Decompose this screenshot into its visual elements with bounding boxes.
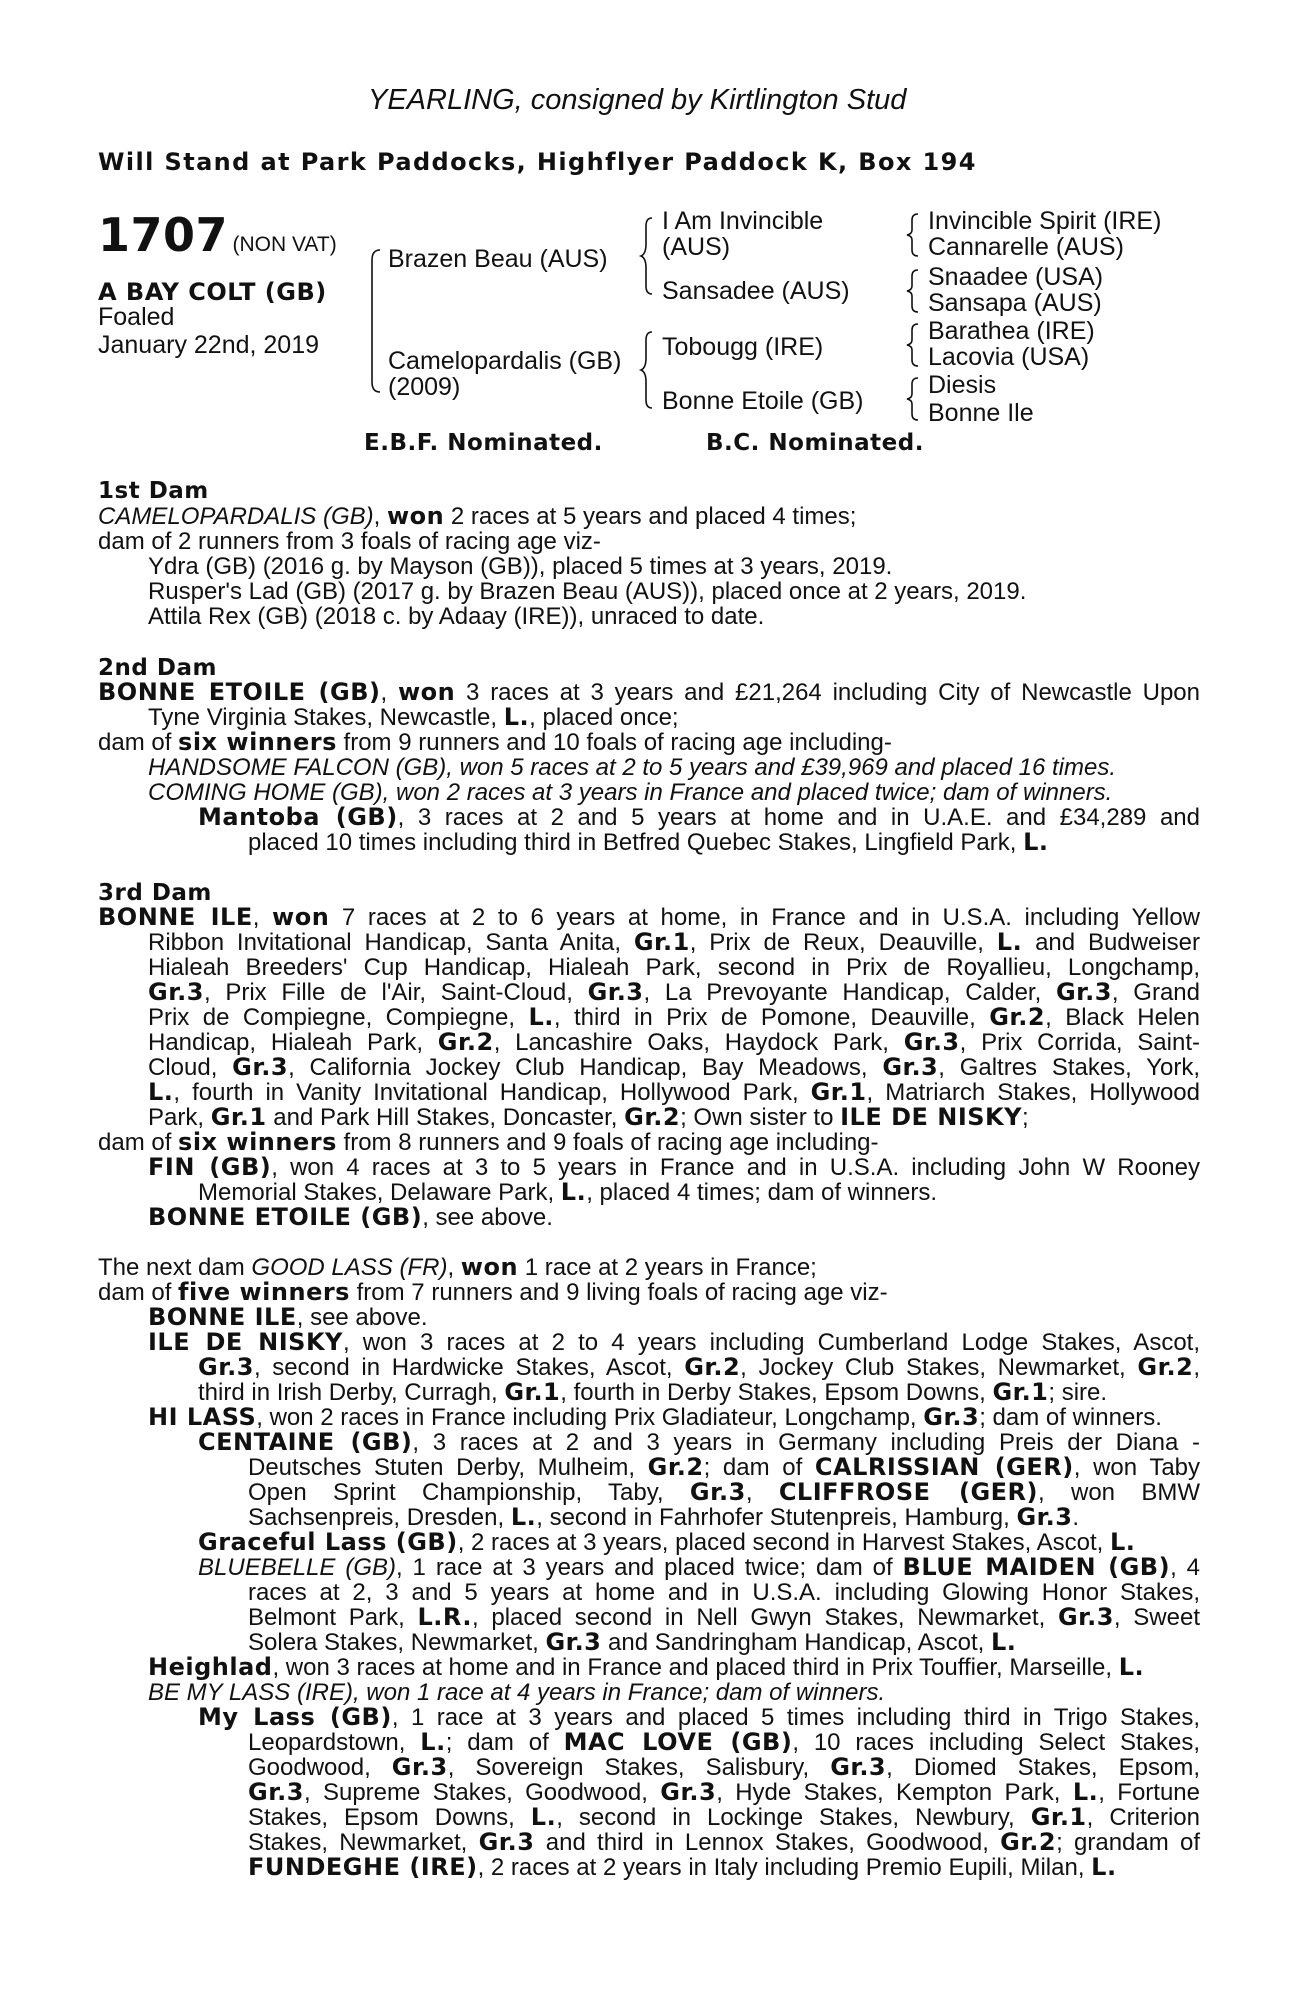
sd-dam: Sansapa (AUS) bbox=[928, 289, 1102, 317]
text: , 2 races at 3 years, placed second in Harvest Stakes, Ascot, bbox=[457, 1529, 1111, 1556]
grade: Gr.3 bbox=[232, 1053, 289, 1081]
pedigree-bracket-sd bbox=[906, 268, 920, 314]
next-dam-line-17 bbox=[148, 1655, 1144, 1680]
text: , Prix de Reux, Deauville, bbox=[689, 929, 997, 956]
second-dam-line-6 bbox=[198, 805, 1200, 830]
next-dam-line-11 bbox=[248, 1505, 1079, 1530]
next-dam-line-10 bbox=[248, 1480, 1200, 1505]
grade: Gr.2 bbox=[437, 1028, 494, 1056]
horse-name: Graceful Lass (GB) bbox=[198, 1528, 458, 1556]
next-dam-line-12 bbox=[198, 1530, 1135, 1555]
sire-sire: I Am Invincible bbox=[662, 207, 824, 235]
text: and Budweiser bbox=[1022, 929, 1201, 956]
text: dam of bbox=[98, 729, 179, 756]
text: , placed 4 times; dam of winners. bbox=[586, 1179, 938, 1206]
won-label: won bbox=[272, 903, 330, 931]
text: 2 races at 5 years and placed 4 times; bbox=[444, 503, 857, 530]
grade: Gr.1 bbox=[633, 928, 690, 956]
grade: Gr.3 bbox=[689, 1478, 746, 1506]
text: , won BMW bbox=[1038, 1479, 1200, 1506]
pedigree-bracket-main bbox=[368, 248, 382, 394]
text: , 2 races at 2 years in Italy including Premio Eupili, Milan, bbox=[477, 1854, 1092, 1881]
text: , Sovereign Stakes, Salisbury, bbox=[447, 1754, 831, 1781]
listed: L. bbox=[1023, 828, 1049, 856]
text: 7 races at 2 to 6 years at home, in France and in U.S.A. including Yellow bbox=[329, 904, 1200, 931]
grade: Gr.2 bbox=[624, 1103, 681, 1131]
sire-dam: Sansadee (AUS) bbox=[662, 277, 850, 305]
listed: L. bbox=[528, 1003, 554, 1031]
horse-name: BLUE MAIDEN (GB) bbox=[902, 1553, 1171, 1581]
grade: Gr.3 bbox=[1055, 978, 1112, 1006]
third-dam-heading: 3rd Dam bbox=[98, 880, 212, 906]
next-dam-line-1 bbox=[98, 1255, 817, 1280]
pedigree-bracket-dd bbox=[906, 376, 920, 422]
text: , placed second in Nell Gwyn Stakes, Newmarket, bbox=[471, 1604, 1058, 1631]
text: third in Irish Derby, Curragh, bbox=[198, 1379, 505, 1406]
next-dam-line-25 bbox=[248, 1855, 1117, 1880]
sd-sire: Snaadee (USA) bbox=[928, 263, 1104, 291]
next-dam-line-5 bbox=[198, 1355, 1200, 1380]
sire: Brazen Beau (AUS) bbox=[388, 245, 608, 273]
text: ; dam of bbox=[703, 1454, 815, 1481]
third-dam-line-11 bbox=[148, 1155, 1200, 1180]
second-dam-line-4: HANDSOME FALCON (GB), won 5 races at 2 to 5 years and £39,969 and placed 16 times. bbox=[148, 754, 1117, 781]
grade: Gr.3 bbox=[587, 978, 644, 1006]
third-dam-line-6 bbox=[148, 1030, 1200, 1055]
next-dam-line-8 bbox=[198, 1430, 1200, 1455]
next-dam-line-19 bbox=[198, 1705, 1200, 1730]
grade: Gr.2 bbox=[989, 1003, 1046, 1031]
next-dam-line-4 bbox=[148, 1330, 1200, 1355]
text: dam of bbox=[98, 1129, 179, 1156]
lot-number-value: 1707 bbox=[98, 208, 229, 262]
text: placed 10 times including third in Betfred Quebec Stakes, Lingfield Park, bbox=[248, 829, 1024, 856]
horse-name: BLUEBELLE (GB) bbox=[198, 1554, 396, 1581]
third-dam-line-1 bbox=[98, 905, 1200, 930]
next-dam-line-22 bbox=[248, 1780, 1200, 1805]
ds-sire: Barathea (IRE) bbox=[928, 317, 1095, 345]
dam-name: BONNE ETOILE (GB) bbox=[98, 678, 381, 706]
listed: L. bbox=[530, 1803, 557, 1831]
text: , fourth in Derby Stakes, Epsom Downs, bbox=[560, 1379, 993, 1406]
text: , 1 race at 3 years and placed 5 times including third in Trigo Stakes, bbox=[391, 1704, 1200, 1731]
grade: Gr.1 bbox=[504, 1378, 561, 1406]
third-dam-line-2 bbox=[148, 930, 1200, 955]
text: , 3 races at 2 and 3 years in Germany including Preis der Diana - bbox=[412, 1429, 1201, 1456]
grade: Gr.1 bbox=[1030, 1803, 1087, 1831]
text: , Matriarch Stakes, Hollywood bbox=[866, 1079, 1200, 1106]
dam-name: GOOD LASS (FR) bbox=[251, 1254, 448, 1281]
next-dam-line-7 bbox=[148, 1405, 1162, 1430]
text: from 9 runners and 10 foals of racing age including- bbox=[336, 729, 892, 756]
text: Solera Stakes, Newmarket, bbox=[248, 1629, 546, 1656]
sep: , bbox=[252, 904, 273, 931]
grade: Gr.1 bbox=[992, 1378, 1049, 1406]
text: , Grand bbox=[1111, 979, 1200, 1006]
horse-name: Mantoba (GB) bbox=[198, 803, 398, 831]
ss-dam: Cannarelle (AUS) bbox=[928, 233, 1124, 261]
text: , La Prevoyante Handicap, Calder, bbox=[643, 979, 1056, 1006]
text: , bbox=[1193, 1354, 1200, 1381]
text: , Prix Corrida, Saint- bbox=[959, 1029, 1200, 1056]
next-dam-line-15 bbox=[248, 1605, 1200, 1630]
text: , third in Prix de Pomone, Deauville, bbox=[553, 1004, 990, 1031]
text: Ribbon Invitational Handicap, Santa Anita, bbox=[148, 929, 634, 956]
second-dam-line-3 bbox=[98, 730, 892, 755]
text: Park, bbox=[148, 1104, 211, 1131]
ds-dam: Lacovia (USA) bbox=[928, 343, 1090, 371]
horse-name: CALRISSIAN (GER) bbox=[814, 1453, 1074, 1481]
next-dam-line-3 bbox=[148, 1305, 428, 1330]
text: , Galtres Stakes, York, bbox=[938, 1054, 1200, 1081]
text: Sachsenpreis, Dresden, bbox=[248, 1504, 511, 1531]
third-dam-line-8 bbox=[148, 1080, 1200, 1105]
grade: Gr.3 bbox=[903, 1028, 960, 1056]
third-dam-line-5 bbox=[148, 1005, 1200, 1030]
horse-name: FIN (GB) bbox=[148, 1153, 272, 1181]
text: , second in Lockinge Stakes, Newbury, bbox=[556, 1804, 1031, 1831]
third-dam-line-3: Hialeah Breeders' Cup Handicap, Hialeah Park, second in Prix de Royallieu, Longchamp, bbox=[148, 954, 1200, 981]
grade: Gr.2 bbox=[684, 1353, 741, 1381]
text: Deutsches Stuten Derby, Mulheim, bbox=[248, 1454, 648, 1481]
horse-name: ILE DE NISKY bbox=[148, 1328, 343, 1356]
text: , 10 races including Select Stakes, bbox=[792, 1729, 1201, 1756]
consignment-line: YEARLING, consigned by Kirtlington Stud bbox=[368, 84, 907, 116]
second-dam-heading: 2nd Dam bbox=[98, 655, 217, 681]
grade: Gr.1 bbox=[810, 1078, 867, 1106]
text: , bbox=[745, 1479, 779, 1506]
text: , fourth in Vanity Invitational Handicap, Hollywood Park, bbox=[173, 1079, 811, 1106]
text: , Hyde Stakes, Kempton Park, bbox=[716, 1779, 1073, 1806]
horse-name: My Lass (GB) bbox=[198, 1703, 392, 1731]
text: ; bbox=[1022, 1104, 1029, 1131]
lot-title: A BAY COLT (GB) bbox=[98, 278, 327, 306]
second-dam-line-2 bbox=[148, 705, 679, 730]
text: dam of bbox=[98, 1279, 179, 1306]
next-dam-line-9 bbox=[248, 1455, 1200, 1480]
horse-name: CENTAINE (GB) bbox=[198, 1428, 413, 1456]
grade: Gr.3 bbox=[830, 1753, 887, 1781]
pedigree-bracket-sire bbox=[640, 216, 654, 296]
text: 3 races at 3 years and £21,264 including City of Newcastle Upon bbox=[455, 679, 1201, 706]
listed: L. bbox=[996, 928, 1023, 956]
horse-name: FUNDEGHE (IRE) bbox=[248, 1853, 478, 1881]
foaled-label: Foaled bbox=[98, 303, 175, 331]
text: ; Own sister to bbox=[680, 1104, 841, 1131]
horse-name: Heighlad bbox=[148, 1653, 273, 1681]
next-dam-line-24 bbox=[248, 1830, 1200, 1855]
text: , second in Hardwicke Stakes, Ascot, bbox=[253, 1354, 685, 1381]
text: Stakes, Epsom Downs, bbox=[248, 1804, 531, 1831]
text: Prix de Compiegne, Compiegne, bbox=[148, 1004, 529, 1031]
grade: Gr.3 bbox=[478, 1828, 535, 1856]
text: . bbox=[1072, 1504, 1080, 1531]
listed: L. bbox=[1110, 1528, 1136, 1556]
third-dam-line-9 bbox=[148, 1105, 1029, 1130]
text: , Jockey Club Stakes, Newmarket, bbox=[740, 1354, 1138, 1381]
listed: L. bbox=[1118, 1653, 1145, 1681]
text: from 7 runners and 9 living foals of racing age viz- bbox=[349, 1279, 888, 1306]
text: , placed once; bbox=[529, 704, 679, 731]
horse-name: CLIFFROSE (GER) bbox=[778, 1478, 1039, 1506]
grade: Gr.3 bbox=[148, 978, 204, 1006]
next-dam-line-6 bbox=[198, 1380, 1107, 1405]
text: Tyne Virginia Stakes, Newcastle, bbox=[148, 704, 504, 731]
foal-1: Ydra (GB) (2016 g. by Mayson (GB)), placed 5 times at 3 years, 2019. bbox=[148, 553, 893, 580]
text: , 3 races at 2 and 5 years at home and in U.A.E. and £34,289 and bbox=[397, 804, 1200, 831]
second-dam-line-7 bbox=[248, 830, 1049, 855]
grade: Gr.3 bbox=[882, 1053, 939, 1081]
text: Belmont Park, bbox=[248, 1604, 418, 1631]
next-dam-line-16 bbox=[248, 1630, 1016, 1655]
next-dam-line-21 bbox=[248, 1755, 1200, 1780]
pedigree-bracket-ds bbox=[906, 322, 920, 368]
first-dam-produce: dam of 2 runners from 3 foals of racing age viz- bbox=[98, 528, 601, 555]
dam-dam: Bonne Etoile (GB) bbox=[662, 387, 864, 415]
listed: L. bbox=[510, 1503, 537, 1531]
stand-location: Will Stand at Park Paddocks, Highflyer Paddock K, Box 194 bbox=[98, 148, 977, 176]
foaled-date: January 22nd, 2019 bbox=[98, 331, 320, 359]
next-dam-line-13 bbox=[198, 1555, 1200, 1580]
sep: , bbox=[373, 503, 387, 530]
winners-count: five winners bbox=[178, 1278, 350, 1306]
won-label: won bbox=[397, 678, 456, 706]
text: Handicap, Hialeah Park, bbox=[148, 1029, 438, 1056]
text: Open Sprint Championship, Taby, bbox=[248, 1479, 690, 1506]
horse-name: MAC LOVE (GB) bbox=[563, 1728, 793, 1756]
text: , Diomed Stakes, Epsom, bbox=[886, 1754, 1200, 1781]
ss-sire: Invincible Spirit (IRE) bbox=[928, 207, 1162, 235]
third-dam-line-7 bbox=[148, 1055, 1200, 1080]
dam-year: (2009) bbox=[388, 373, 461, 401]
text: from 8 runners and 9 foals of racing age including- bbox=[336, 1129, 879, 1156]
listed: L. bbox=[990, 1628, 1017, 1656]
horse-name: ILE DE NISKY bbox=[840, 1103, 1023, 1131]
text: , Sweet bbox=[1113, 1604, 1200, 1631]
text: and third in Lennox Stakes, Goodwood, bbox=[534, 1829, 1001, 1856]
third-dam-line-10 bbox=[98, 1130, 879, 1155]
horse-name: HI LASS bbox=[148, 1403, 257, 1431]
text: , won 3 races at 2 to 4 years including Cumberland Lodge Stakes, Ascot, bbox=[342, 1329, 1201, 1356]
text: The next dam bbox=[98, 1254, 252, 1281]
text: and Sandringham Handicap, Ascot, bbox=[601, 1629, 991, 1656]
first-dam-name: CAMELOPARDALIS (GB) bbox=[98, 503, 374, 530]
text: , won 2 races in France including Prix Gladiateur, Longchamp, bbox=[256, 1404, 924, 1431]
text: , Supreme Stakes, Goodwood, bbox=[303, 1779, 661, 1806]
text: , won Taby bbox=[1073, 1454, 1201, 1481]
text: ; grandam of bbox=[1056, 1829, 1200, 1856]
text: and Park Hill Stakes, Doncaster, bbox=[266, 1104, 625, 1131]
text: ; sire. bbox=[1048, 1379, 1108, 1406]
text: , second in Fahrhofer Stutenpreis, Hamburg, bbox=[536, 1504, 1017, 1531]
grade: Gr.3 bbox=[248, 1778, 304, 1806]
next-dam-line-20 bbox=[248, 1730, 1200, 1755]
text: ; dam of winners. bbox=[979, 1404, 1162, 1431]
next-dam-line-14: races at 2, 3 and 5 years at home and in U.S.A. including Glowing Honor Stakes, bbox=[248, 1579, 1200, 1606]
listed: L. bbox=[1091, 1853, 1117, 1881]
foal-2: Rusper's Lad (GB) (2017 g. by Brazen Beau (AUS)), placed once at 2 years, 2019. bbox=[148, 578, 1027, 605]
text: , 4 bbox=[1170, 1554, 1201, 1581]
winners-count: six winners bbox=[178, 728, 337, 756]
sire-sire-country: (AUS) bbox=[662, 233, 731, 261]
first-dam-line bbox=[98, 504, 856, 529]
grade: Gr.1 bbox=[210, 1103, 267, 1131]
text: , see above. bbox=[296, 1304, 428, 1331]
grade: Gr.3 bbox=[1016, 1503, 1073, 1531]
third-dam-line-4 bbox=[148, 980, 1200, 1005]
text: , Lancashire Oaks, Haydock Park, bbox=[493, 1029, 904, 1056]
text: ; dam of bbox=[445, 1729, 564, 1756]
text: Goodwood, bbox=[248, 1754, 392, 1781]
winners-count: six winners bbox=[178, 1128, 337, 1156]
dd-sire: Diesis bbox=[928, 371, 997, 399]
listed: L. bbox=[420, 1728, 446, 1756]
text: , 1 race at 3 years and placed twice; dam of bbox=[395, 1554, 903, 1581]
third-dam-line-13 bbox=[148, 1205, 553, 1230]
listed: L. bbox=[503, 703, 530, 731]
won-label: won bbox=[386, 502, 445, 530]
grade: Gr.2 bbox=[1137, 1353, 1194, 1381]
grade: Gr.3 bbox=[391, 1753, 448, 1781]
horse-name: BONNE ETOILE (GB) bbox=[148, 1203, 423, 1231]
ebf-nominated: E.B.F. Nominated. bbox=[364, 430, 603, 456]
sep: , bbox=[447, 1254, 461, 1281]
text: , Fortune bbox=[1098, 1779, 1200, 1806]
text: 1 race at 2 years in France; bbox=[518, 1254, 817, 1281]
horse-name: BONNE ILE bbox=[148, 1303, 297, 1331]
next-dam-line-18: BE MY LASS (IRE), won 1 race at 4 years in France; dam of winners. bbox=[148, 1679, 886, 1706]
grade: Gr.3 bbox=[923, 1403, 980, 1431]
pedigree-bracket-dam bbox=[640, 330, 654, 410]
vat-status: (NON VAT) bbox=[232, 233, 337, 256]
grade: Gr.3 bbox=[545, 1628, 602, 1656]
grade: Gr.2 bbox=[1000, 1828, 1057, 1856]
text: , won 4 races at 3 to 5 years in France and in U.S.A. including John W Rooney bbox=[271, 1154, 1200, 1181]
text: , California Jockey Club Handicap, Bay Meadows, bbox=[288, 1054, 883, 1081]
second-dam-line-5: COMING HOME (GB), won 2 races at 3 years in France and placed twice; dam of winners. bbox=[148, 779, 1113, 806]
text: Memorial Stakes, Delaware Park, bbox=[198, 1179, 561, 1206]
text: Cloud, bbox=[148, 1054, 233, 1081]
third-dam-line-12 bbox=[198, 1180, 937, 1205]
text: Leopardstown, bbox=[248, 1729, 421, 1756]
listed: L. bbox=[1072, 1778, 1099, 1806]
text: , Prix Fille de l'Air, Saint-Cloud, bbox=[203, 979, 588, 1006]
dam-sire: Tobougg (IRE) bbox=[662, 333, 824, 361]
next-dam-line-2 bbox=[98, 1280, 888, 1305]
next-dam-line-23 bbox=[248, 1805, 1200, 1830]
text: , won 3 races at home and in France and placed third in Prix Touffier, Marseille, bbox=[272, 1654, 1119, 1681]
bc-nominated: B.C. Nominated. bbox=[706, 430, 924, 456]
sep: , bbox=[380, 679, 398, 706]
text: , Criterion bbox=[1086, 1804, 1201, 1831]
listed: L. bbox=[560, 1178, 587, 1206]
text: , Black Helen bbox=[1045, 1004, 1200, 1031]
text: Stakes, Newmarket, bbox=[248, 1829, 479, 1856]
listed: L.R. bbox=[417, 1603, 472, 1631]
second-dam-line-1 bbox=[98, 680, 1200, 705]
pedigree-bracket-ss bbox=[906, 212, 920, 258]
first-dam-heading: 1st Dam bbox=[98, 478, 209, 504]
grade: Gr.3 bbox=[660, 1778, 717, 1806]
grade: Gr.3 bbox=[198, 1353, 254, 1381]
foal-3: Attila Rex (GB) (2018 c. by Adaay (IRE)), unraced to date. bbox=[148, 603, 765, 630]
grade: Gr.2 bbox=[647, 1453, 704, 1481]
listed: L. bbox=[148, 1078, 174, 1106]
grade: Gr.3 bbox=[1057, 1603, 1114, 1631]
dam-name: BONNE ILE bbox=[98, 903, 253, 931]
text: , see above. bbox=[422, 1204, 553, 1231]
dam-name: Camelopardalis (GB) bbox=[388, 347, 622, 375]
won-label: won bbox=[460, 1253, 519, 1281]
dd-dam: Bonne Ile bbox=[928, 399, 1034, 427]
lot-number bbox=[98, 208, 337, 262]
